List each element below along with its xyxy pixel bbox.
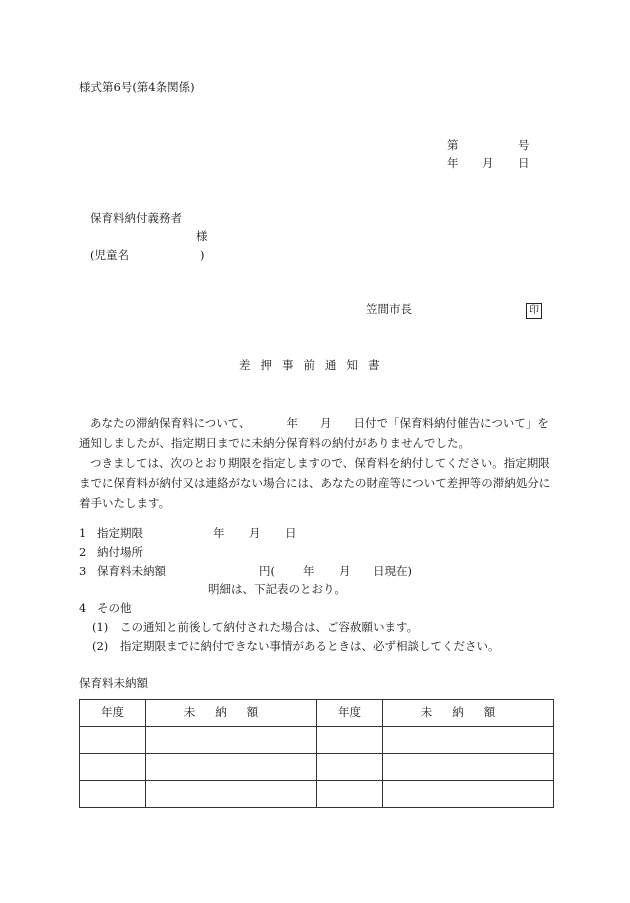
addressee-honorific: 様 xyxy=(196,229,208,243)
header-fiscal-year-2: 年度 xyxy=(317,700,383,727)
table-cell xyxy=(383,754,554,781)
item-3-month: 月 xyxy=(339,564,351,578)
date-day: 日 xyxy=(518,156,530,170)
item-1-label: 指定期限 xyxy=(97,526,143,540)
header-unpaid-amount-2: 未納額 xyxy=(383,700,554,727)
header-unpaid-amount-1: 未納額 xyxy=(146,700,317,727)
table-cell xyxy=(146,781,317,808)
child-name-open: (児童名 xyxy=(90,248,129,262)
table-row xyxy=(80,781,554,808)
item-4-1-number: (1) xyxy=(92,620,109,634)
item-3-yen: 円( xyxy=(259,564,275,578)
date-year: 年 xyxy=(447,156,459,170)
body-paragraph-1 xyxy=(79,413,559,513)
item-4-number: 4 xyxy=(79,601,87,615)
doc-number-dai: 第 xyxy=(447,138,459,152)
issuer-name: 笠間市長 xyxy=(366,302,412,316)
document-title: 差押事前通知書 xyxy=(239,358,390,372)
item-1-day: 日 xyxy=(285,526,297,540)
table-cell xyxy=(317,754,383,781)
item-4-label: その他 xyxy=(97,601,132,615)
table-cell xyxy=(80,781,146,808)
addressee-title: 保育料納付義務者 xyxy=(90,211,182,225)
body-p1-b: 日付で「保育料納付催告について」を通知しましたが、指定期日までに未納分保育料の納付がありませんでした。 xyxy=(79,416,549,450)
item-4-2-number: (2) xyxy=(92,639,109,653)
item-1-month: 月 xyxy=(249,526,261,540)
item-3-number: 3 xyxy=(79,564,87,578)
child-name-close: ) xyxy=(200,248,205,262)
table-cell xyxy=(317,727,383,754)
item-3-detail: 明細は、下記表のとおり。 xyxy=(208,582,346,596)
table-cell xyxy=(383,781,554,808)
item-4-2-text: 指定期限までに納付できない事情があるときは、必ず相談してください。 xyxy=(120,639,500,653)
item-2-number: 2 xyxy=(79,545,87,559)
item-1-number: 1 xyxy=(79,526,87,540)
table-cell xyxy=(80,754,146,781)
body-p1-month: 月 xyxy=(320,416,332,430)
table-row xyxy=(80,754,554,781)
item-1-year: 年 xyxy=(213,526,225,540)
body-p2: つきましては、次のとおり期限を指定しますので、保育料を納付してください。指定期限までに保育料が納付又は連絡がない場合には、あなたの財産等について差押等の滞納処分に着手いたします。 xyxy=(79,456,551,510)
date-month: 月 xyxy=(482,156,494,170)
item-3-label: 保育料未納額 xyxy=(97,564,166,578)
item-3-asof: 日現在) xyxy=(373,564,412,578)
table-row xyxy=(80,727,554,754)
item-4-1-text: この通知と前後して納付された場合は、ご容赦願います。 xyxy=(120,620,419,634)
table-cell xyxy=(317,781,383,808)
body-p1-a: あなたの滞納保育料について、 xyxy=(90,416,251,430)
item-3-year: 年 xyxy=(303,564,315,578)
table-cell xyxy=(383,727,554,754)
item-2-label: 納付場所 xyxy=(97,545,143,559)
doc-number-go: 号 xyxy=(518,138,530,152)
seal-mark: 印 xyxy=(526,303,542,319)
table-cell xyxy=(146,754,317,781)
table-caption: 保育料未納額 xyxy=(79,676,148,690)
arrears-table xyxy=(79,699,554,808)
header-fiscal-year-1: 年度 xyxy=(80,700,146,727)
table-cell xyxy=(80,727,146,754)
body-p1-year: 年 xyxy=(286,416,299,430)
form-number: 様式第6号(第4条関係) xyxy=(79,80,195,94)
table-header-row xyxy=(80,700,554,727)
table-cell xyxy=(146,727,317,754)
